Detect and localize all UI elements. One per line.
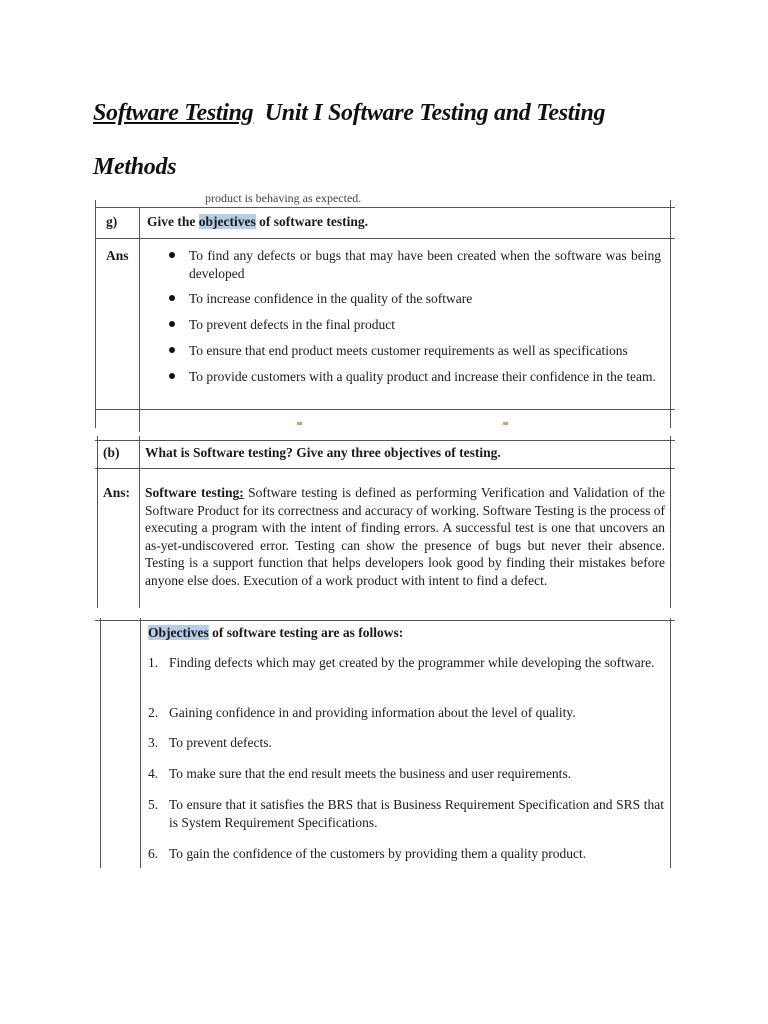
title-subject: Software Testing xyxy=(93,100,254,126)
list-item xyxy=(148,654,664,690)
bullet-item xyxy=(169,368,661,404)
list-item xyxy=(148,704,664,722)
table-column-rule xyxy=(670,436,671,608)
bullet-item xyxy=(169,290,661,308)
title-unit: Unit I Software Testing and Testing xyxy=(264,100,606,126)
answer-label: Ans: xyxy=(103,485,131,500)
term-colon: : xyxy=(239,485,244,500)
table-column-rule xyxy=(140,618,141,868)
question-number: (b) xyxy=(103,445,120,460)
list-item xyxy=(148,845,664,863)
title-line-1 xyxy=(93,86,713,140)
list-item-text: To gain the confidence of the customers by providing them a quality product. xyxy=(169,846,587,861)
highlighted-word: Objectives xyxy=(148,625,209,640)
list-item-text: To prevent defects. xyxy=(169,735,272,750)
table-rule xyxy=(95,409,675,410)
list-item-text: To make sure that the end result meets the business and user requirements. xyxy=(169,766,572,781)
bullet-item xyxy=(169,247,661,283)
term: Software testing xyxy=(145,485,240,500)
bullet-text: To prevent defects in the final product xyxy=(189,317,395,332)
list-item-number: 1. xyxy=(148,655,159,670)
document-title xyxy=(93,86,713,194)
list-item-number: 4. xyxy=(148,766,159,781)
table-rule xyxy=(95,620,675,621)
table-column-rule xyxy=(97,436,98,608)
list-item-number: 2. xyxy=(148,705,159,720)
list-item-text: Finding defects which may get created by the programmer while developing the software. xyxy=(169,655,655,670)
list-heading xyxy=(148,624,403,642)
question-number: g) xyxy=(106,214,118,229)
question-text-end: of software testing. xyxy=(255,214,368,229)
question-text xyxy=(147,213,368,231)
definition-text: Software testing is defined as performing Verification and Validation of the Software Product for its correctness and accuracy of working. Software Testing is the process of executing a program with the intent of finding errors. A successful test is one that uncovers an as-yet-undiscovered error. Testing can show the presence of bugs but never their absence. Testing is a support function that helps developers look good by finding their mistakes before anyone else does. Execution of a work product with intent to find a defect. xyxy=(145,485,665,588)
bullet-item xyxy=(169,342,661,360)
highlighted-word: objectives xyxy=(198,214,256,229)
list-item-number: 3. xyxy=(148,735,159,750)
scan-block-objectives-list xyxy=(95,618,675,868)
table-column-rule xyxy=(670,618,671,868)
table-column-rule xyxy=(139,207,140,432)
cut-off-text: product is behaving as expected. xyxy=(205,191,362,205)
table-rule xyxy=(95,207,675,208)
bullet-dot xyxy=(169,321,175,327)
list-item xyxy=(148,765,664,783)
answer-label: Ans xyxy=(106,248,129,263)
table-column-rule xyxy=(139,436,140,608)
bullet-item xyxy=(169,316,661,334)
bullet-dot xyxy=(169,295,175,301)
table-column-rule xyxy=(670,200,671,428)
scan-artifact xyxy=(503,422,508,425)
list-item-number: 6. xyxy=(148,846,159,861)
bullet-dot xyxy=(169,373,175,379)
table-column-rule xyxy=(95,200,96,428)
bullet-text: To increase confidence in the quality of the software xyxy=(189,291,473,306)
title-line-2: Methods xyxy=(93,154,177,180)
list-item-text: To ensure that it satisfies the BRS that is Business Requirement Specification and SRS that is System Requirement Specifications. xyxy=(169,797,664,830)
question-text: What is Software testing? Give any three objectives of testing. xyxy=(145,445,501,460)
list-heading-text: of software testing are as follows: xyxy=(208,625,404,640)
table-rule xyxy=(95,468,675,469)
bullet-dot xyxy=(169,347,175,353)
table-column-rule xyxy=(100,618,101,868)
question-text-start: Give the xyxy=(147,214,199,229)
scan-block-objectives-g xyxy=(95,192,675,432)
table-rule xyxy=(95,440,675,441)
bullet-text: To provide customers with a quality product and increase their confidence in the team. xyxy=(189,369,656,384)
list-item xyxy=(148,796,664,832)
table-rule xyxy=(95,238,675,239)
scan-block-question-b xyxy=(95,436,675,608)
bullet-text: To find any defects or bugs that may have been created when the software was being developed xyxy=(189,248,661,281)
scan-artifact xyxy=(297,422,302,425)
list-item-number: 5. xyxy=(148,797,159,812)
bullet-dot xyxy=(169,252,175,258)
list-item-text: Gaining confidence in and providing information about the level of quality. xyxy=(169,705,576,720)
bullet-text: To ensure that end product meets customer requirements as well as specifications xyxy=(189,343,628,358)
list-item xyxy=(148,734,664,752)
answer-paragraph xyxy=(145,484,665,589)
